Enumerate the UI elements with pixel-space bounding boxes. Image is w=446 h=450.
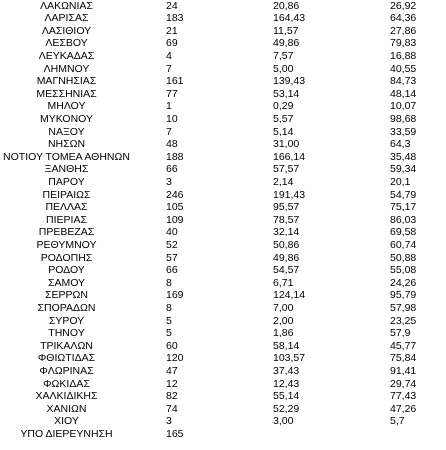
cases-cell: 4 — [166, 49, 172, 62]
table-row — [0, 100, 446, 113]
cases-cell: 5 — [166, 314, 172, 327]
region-name-cell: ΠΕΙΡΑΙΩΣ — [42, 188, 91, 201]
percent-cell: 10,07 — [390, 100, 417, 113]
rate-cell: 5,57 — [273, 112, 294, 125]
cases-cell: 12 — [166, 377, 178, 390]
table-row — [0, 365, 446, 378]
region-name-cell: ΦΘΙΩΤΙΔΑΣ — [37, 352, 96, 365]
percent-cell: 75,17 — [390, 201, 417, 214]
rate-cell: 54,57 — [273, 264, 300, 277]
table-row — [0, 239, 446, 252]
rate-cell: 139,43 — [273, 75, 306, 88]
table-row — [0, 302, 446, 315]
percent-cell: 16,88 — [390, 49, 417, 62]
cases-cell: 3 — [166, 415, 172, 428]
percent-cell: 33,59 — [390, 125, 417, 138]
table-row — [0, 252, 446, 265]
percent-cell: 60,74 — [390, 238, 417, 251]
table-row — [0, 315, 446, 328]
percent-cell: 86,03 — [390, 213, 417, 226]
region-name-cell: ΜΥΚΟΝΟΥ — [39, 112, 93, 125]
region-name-cell: ΛΑΚΩΝΙΑΣ — [40, 0, 93, 12]
percent-cell: 79,83 — [390, 37, 417, 50]
region-name-cell: ΥΠΟ ΔΙΕΡΕΥΝΗΣΗ — [20, 427, 113, 440]
region-name-cell: ΠΕΛΛΑΣ — [45, 201, 88, 214]
region-name-cell: ΜΑΓΝΗΣΙΑΣ — [36, 75, 97, 88]
rate-cell: 55,14 — [273, 390, 300, 403]
rate-cell: 95,57 — [273, 201, 300, 214]
region-name-cell: ΞΑΝΘΗΣ — [44, 163, 89, 176]
cases-cell: 7 — [166, 62, 172, 75]
rate-cell: 49,86 — [273, 251, 300, 264]
region-name-cell: ΦΛΩΡΙΝΑΣ — [39, 364, 94, 377]
rate-cell: 6,71 — [273, 276, 294, 289]
percent-cell: 27,86 — [390, 24, 417, 37]
region-name-cell: ΛΕΥΚΑΔΑΣ — [38, 49, 95, 62]
cases-cell: 24 — [166, 0, 178, 12]
percent-cell: 48,14 — [390, 87, 417, 100]
cases-cell: 48 — [166, 138, 178, 151]
percent-cell: 64,36 — [390, 12, 417, 25]
region-name-cell: ΠΡΕΒΕΖΑΣ — [38, 226, 95, 239]
cases-cell: 52 — [166, 238, 178, 251]
table-row — [0, 201, 446, 214]
region-name-cell: ΣΑΜΟΥ — [47, 276, 86, 289]
table-row — [0, 126, 446, 139]
table-row — [0, 50, 446, 63]
rate-cell: 32,14 — [273, 226, 300, 239]
percent-cell: 50,88 — [390, 251, 417, 264]
table-row — [0, 428, 446, 441]
cases-cell: 161 — [166, 75, 184, 88]
table-row — [0, 378, 446, 391]
region-name-cell: ΣΕΡΡΩΝ — [45, 289, 88, 302]
percent-cell: 95,79 — [390, 289, 417, 302]
cases-cell: 109 — [166, 213, 184, 226]
percent-cell: 77,43 — [390, 390, 417, 403]
rate-cell: 164,43 — [273, 12, 306, 25]
region-name-cell: ΤΗΝΟΥ — [48, 327, 85, 340]
region-name-cell: ΦΩΚΙΔΑΣ — [43, 377, 90, 390]
rate-cell: 7,57 — [273, 49, 294, 62]
rate-cell: 5,14 — [273, 125, 294, 138]
percent-cell: 55,08 — [390, 264, 417, 277]
rate-cell: 49,86 — [273, 37, 300, 50]
rate-cell: 3,00 — [273, 415, 294, 428]
region-name-cell: ΛΕΣΒΟΥ — [45, 37, 88, 50]
rate-cell: 50,86 — [273, 238, 300, 251]
table-row — [0, 25, 446, 38]
rate-cell: 1,86 — [273, 327, 294, 340]
percent-cell: 84,73 — [390, 75, 417, 88]
cases-cell: 183 — [166, 12, 184, 25]
percent-cell: 5,7 — [390, 415, 405, 428]
percent-cell: 40,55 — [390, 62, 417, 75]
region-name-cell: ΣΠΟΡΑΔΩΝ — [37, 301, 96, 314]
region-name-cell: ΧΑΛΚΙΔΙΚΗΣ — [35, 390, 98, 403]
rate-cell: 166,14 — [273, 150, 306, 163]
percent-cell: 59,34 — [390, 163, 417, 176]
rate-cell: 7,00 — [273, 301, 294, 314]
cases-cell: 82 — [166, 390, 178, 403]
rate-cell: 20,86 — [273, 0, 300, 12]
table-row — [0, 264, 446, 277]
region-name-cell: ΧΑΝΙΩΝ — [46, 402, 87, 415]
rate-cell: 103,57 — [273, 352, 306, 365]
cases-cell: 105 — [166, 201, 184, 214]
region-name-cell: ΡΕΘΥΜΝΟΥ — [36, 238, 97, 251]
cases-cell: 120 — [166, 352, 184, 365]
region-name-cell: ΡΟΔΟΠΗΣ — [40, 251, 93, 264]
table-row — [0, 403, 446, 416]
table-row — [0, 0, 446, 12]
cases-cell: 69 — [166, 37, 178, 50]
region-name-cell: ΤΡΙΚΑΛΩΝ — [40, 339, 93, 352]
cases-cell: 66 — [166, 264, 178, 277]
table-row — [0, 12, 446, 25]
rate-cell: 2,14 — [273, 175, 294, 188]
table-row — [0, 277, 446, 290]
cases-cell: 57 — [166, 251, 178, 264]
percent-cell: 45,77 — [390, 339, 417, 352]
rate-cell: 124,14 — [273, 289, 306, 302]
region-name-cell: ΛΗΜΝΟΥ — [43, 62, 90, 75]
percent-cell: 64,3 — [390, 138, 411, 151]
cases-cell: 5 — [166, 327, 172, 340]
table-row — [0, 138, 446, 151]
table-row — [0, 415, 446, 428]
rate-cell: 2,00 — [273, 314, 294, 327]
rate-cell: 52,29 — [273, 402, 300, 415]
table-row — [0, 352, 446, 365]
rate-cell: 0,29 — [273, 100, 294, 113]
table-row — [0, 189, 446, 202]
region-name-cell: ΧΙΟΥ — [54, 415, 79, 428]
percent-cell: 98,68 — [390, 112, 417, 125]
percent-cell: 23,25 — [390, 314, 417, 327]
cases-cell: 66 — [166, 163, 178, 176]
percent-cell: 91,41 — [390, 364, 417, 377]
rate-cell: 191,43 — [273, 188, 306, 201]
table-row — [0, 163, 446, 176]
region-name-cell: ΛΑΣΙΘΙΟΥ — [41, 24, 92, 37]
region-name-cell: ΡΟΔΟΥ — [48, 264, 85, 277]
table-row — [0, 176, 446, 189]
table-row — [0, 113, 446, 126]
table-row — [0, 226, 446, 239]
cases-cell: 1 — [166, 100, 172, 113]
rate-cell: 5,00 — [273, 62, 294, 75]
percent-cell: 75,84 — [390, 352, 417, 365]
cases-cell: 21 — [166, 24, 178, 37]
rate-cell: 57,57 — [273, 163, 300, 176]
cases-cell: 8 — [166, 276, 172, 289]
cases-cell: 10 — [166, 112, 178, 125]
percent-cell: 54,79 — [390, 188, 417, 201]
cases-cell: 7 — [166, 125, 172, 138]
table-row — [0, 63, 446, 76]
region-name-cell: ΝΗΣΩΝ — [47, 138, 86, 151]
table-row — [0, 340, 446, 353]
rate-cell: 31,00 — [273, 138, 300, 151]
table-row — [0, 214, 446, 227]
percent-cell: 35,48 — [390, 150, 417, 163]
percent-cell: 47,26 — [390, 402, 417, 415]
region-name-cell: ΝΟΤΙΟΥ ΤΟΜΕΑ ΑΘΗΝΩΝ — [3, 150, 130, 163]
table-row — [0, 289, 446, 302]
cases-cell: 8 — [166, 301, 172, 314]
cases-cell: 246 — [166, 188, 184, 201]
cases-cell: 188 — [166, 150, 184, 163]
table-row — [0, 75, 446, 88]
percent-cell: 24,26 — [390, 276, 417, 289]
rate-cell: 53,14 — [273, 87, 300, 100]
rate-cell: 11,57 — [273, 24, 299, 37]
cases-cell: 74 — [166, 402, 178, 415]
cases-cell: 47 — [166, 364, 178, 377]
region-name-cell: ΠΑΡΟΥ — [48, 175, 85, 188]
table-row — [0, 327, 446, 340]
table-row — [0, 390, 446, 403]
region-name-cell: ΠΙΕΡΙΑΣ — [46, 213, 87, 226]
percent-cell: 26,92 — [390, 0, 417, 12]
region-name-cell: ΛΑΡΙΣΑΣ — [44, 12, 89, 25]
rate-cell: 12,43 — [273, 377, 300, 390]
table-row — [0, 151, 446, 164]
percent-cell: 57,9 — [390, 327, 411, 340]
table-row — [0, 88, 446, 101]
region-name-cell: ΜΕΣΣΗΝΙΑΣ — [36, 87, 97, 100]
cases-cell: 165 — [166, 427, 184, 440]
percent-cell: 20,1 — [390, 175, 411, 188]
cases-cell: 40 — [166, 226, 178, 239]
rate-cell: 37,43 — [273, 364, 300, 377]
cases-cell: 60 — [166, 339, 178, 352]
cases-cell: 77 — [166, 87, 178, 100]
cases-cell: 169 — [166, 289, 184, 302]
percent-cell: 57,98 — [390, 301, 417, 314]
cases-cell: 3 — [166, 175, 172, 188]
rate-cell: 58,14 — [273, 339, 300, 352]
rate-cell: 78,57 — [273, 213, 300, 226]
percent-cell: 29,74 — [390, 377, 417, 390]
percent-cell: 69,58 — [390, 226, 417, 239]
region-name-cell: ΝΑΞΟΥ — [48, 125, 85, 138]
region-name-cell: ΣΥΡΟΥ — [48, 314, 85, 327]
table-row — [0, 37, 446, 50]
region-name-cell: ΜΗΛΟΥ — [47, 100, 86, 113]
